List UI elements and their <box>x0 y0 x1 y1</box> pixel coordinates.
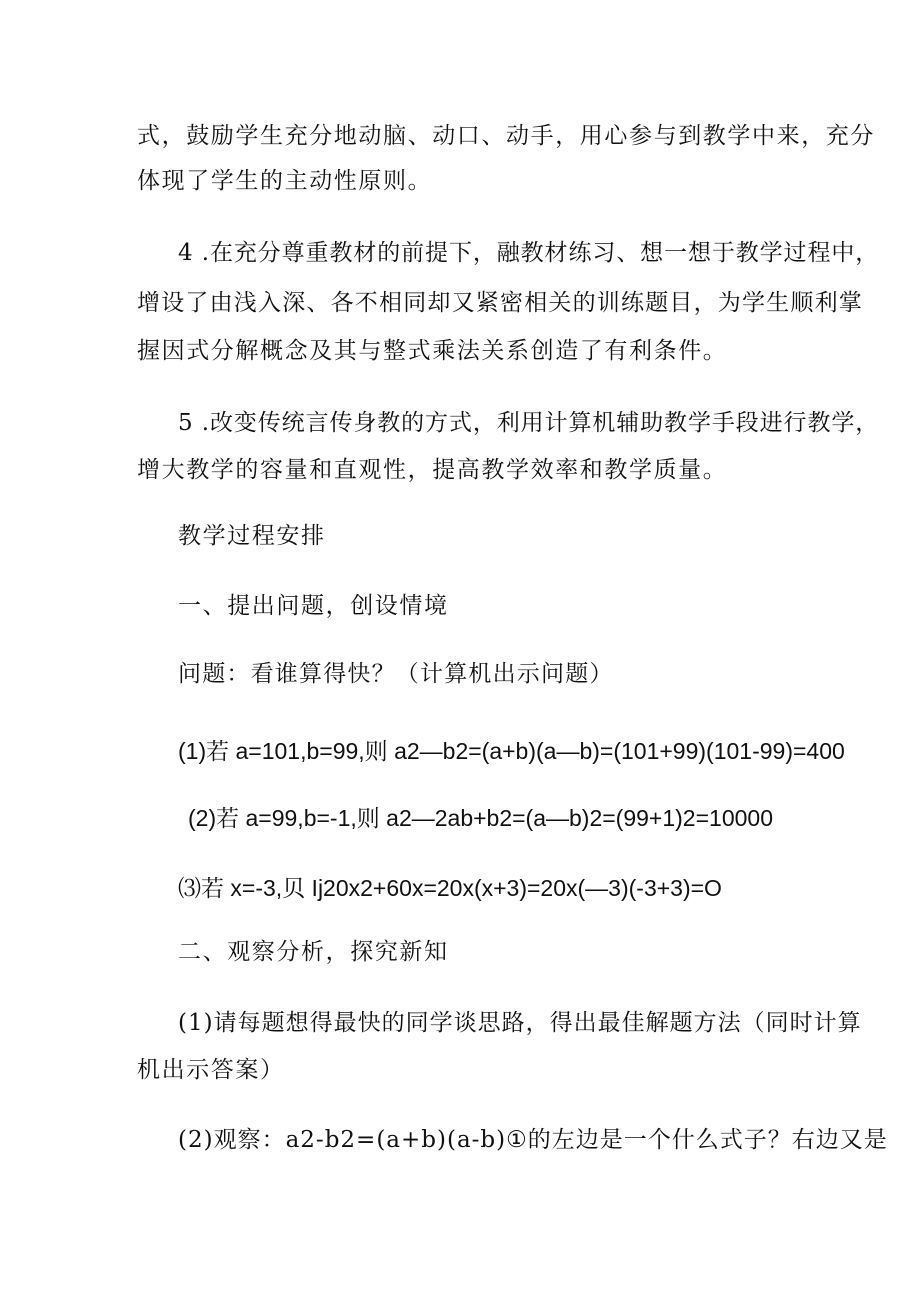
numbered-item-5: 5 .改变传统言传身教的方式，利用计算机辅助教学手段进行教学， <box>178 410 880 436</box>
subsection-heading-1: 一、提出问题，创设情境 <box>178 593 449 619</box>
subsection-heading-2: 二、观察分析，探究新知 <box>178 939 449 965</box>
paragraph-line: 握因式分解概念及其与整式乘法关系创造了有利条件。 <box>137 338 728 364</box>
section-heading: 教学过程安排 <box>178 523 326 549</box>
paragraph-line: 体现了学生的主动性原则。 <box>137 168 433 194</box>
paragraph-line: (2)观察：a2-b2=(a+b)(a-b)①的左边是一个什么式子？右边又是 <box>178 1127 888 1153</box>
paragraph-line: 机出示答案） <box>137 1057 285 1083</box>
equation-line-1: (1)若 a=101,b=99,则 a2—b2=(a+b)(a—b)=(101+99)(101-99)=400 <box>178 738 845 764</box>
numbered-item-4: 4 .在充分尊重教材的前提下，融教材练习、想一想于教学过程中， <box>178 240 880 266</box>
paragraph-line: (1)请每题想得最快的同学谈思路，得出最佳解题方法（同时计算 <box>178 1010 862 1036</box>
problem-intro: 问题：看谁算得快？（计算机出示问题） <box>178 661 614 687</box>
equation-line-3: ⑶若 x=-3,贝 Ij20x2+60x=20x(x+3)=20x(—3)(-3+3)=O <box>178 875 722 901</box>
equation-line-2: (2)若 a=99,b=-1,则 a2—2ab+b2=(a—b)2=(99+1)2=10000 <box>188 805 773 831</box>
paragraph-line: 增设了由浅入深、各不相同却又紧密相关的训练题目，为学生顺利掌 <box>137 290 863 316</box>
paragraph-line: 增大教学的容量和直观性，提高教学效率和教学质量。 <box>137 457 728 483</box>
paragraph-line: 式，鼓励学生充分地动脑、动口、动手，用心参与到教学中来，充分 <box>137 123 875 149</box>
